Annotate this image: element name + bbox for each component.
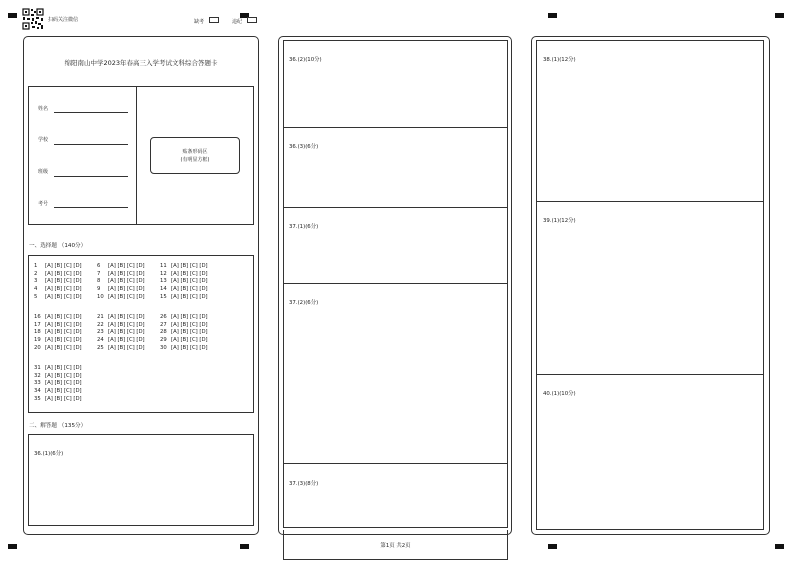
mcq-number: 23 xyxy=(97,329,104,336)
mcq-number: 3 xyxy=(34,278,38,285)
mcq-question-15[interactable] xyxy=(160,293,208,301)
divider xyxy=(536,374,764,375)
mcq-choices[interactable]: [A] [B] [C] [D] xyxy=(171,270,208,277)
field-label-school: 学校 xyxy=(38,137,49,143)
right-answer-frame xyxy=(536,40,764,530)
alignment-mark xyxy=(8,544,17,549)
mcq-choices[interactable]: [A] [B] [C] [D] xyxy=(45,270,82,277)
mcq-choices[interactable]: [A] [B] [C] [D] xyxy=(171,344,208,351)
field-label-exam-number: 考号 xyxy=(38,201,49,207)
mcq-number: 12 xyxy=(160,270,167,277)
mcq-choices[interactable]: [A] [B] [C] [D] xyxy=(45,380,82,387)
divider xyxy=(283,463,508,464)
absent-label: 缺考 xyxy=(194,19,205,25)
mcq-choices[interactable]: [A] [B] [C] [D] xyxy=(171,293,208,300)
mcq-number: 35 xyxy=(34,395,41,402)
mcq-choices[interactable]: [A] [B] [C] [D] xyxy=(108,329,145,336)
mcq-choices[interactable]: [A] [B] [C] [D] xyxy=(171,263,208,269)
alignment-mark xyxy=(548,13,557,18)
mcq-number: 34 xyxy=(34,388,41,395)
mcq-choices[interactable]: [A] [B] [C] [D] xyxy=(45,263,82,269)
page-number: 第1页 共2页 xyxy=(380,543,411,549)
mcq-number: 9 xyxy=(97,286,101,293)
mcq-question-5[interactable] xyxy=(34,293,82,301)
section2-title: 二、解答题 （135分） xyxy=(29,423,87,429)
mcq-choices[interactable]: [A] [B] [C] [D] xyxy=(171,329,208,336)
mcq-choices[interactable]: [A] [B] [C] [D] xyxy=(45,286,82,293)
field-label-class: 班级 xyxy=(38,169,49,175)
mcq-number: 26 xyxy=(160,314,167,320)
answer-box-36-1[interactable] xyxy=(28,434,254,526)
mcq-number: 18 xyxy=(34,329,41,336)
mcq-number: 11 xyxy=(160,263,167,269)
mcq-number: 6 xyxy=(97,263,101,269)
answer-label-40-1: 40.(1)(10分) xyxy=(543,391,576,397)
alignment-mark xyxy=(548,544,557,549)
section1-title: 一、选择题 （140分） xyxy=(29,243,87,249)
mcq-number: 17 xyxy=(34,321,41,328)
mcq-choices[interactable]: [A] [B] [C] [D] xyxy=(45,278,82,285)
mcq-number: 19 xyxy=(34,337,41,344)
qr-caption: 扫码关注微信 xyxy=(48,17,79,23)
mcq-number: 28 xyxy=(160,329,167,336)
mcq-number: 20 xyxy=(34,344,41,351)
mcq-question-30[interactable] xyxy=(160,344,208,352)
violation-label: 违纪 xyxy=(232,19,243,25)
name-input[interactable] xyxy=(54,112,128,113)
answer-label-36-2: 36.(2)(10分) xyxy=(289,57,322,63)
mcq-number: 15 xyxy=(160,293,167,300)
mcq-choices[interactable]: [A] [B] [C] [D] xyxy=(171,337,208,344)
school-input[interactable] xyxy=(54,144,128,145)
barcode-line2: (有明显方框) xyxy=(180,157,210,163)
barcode-line1: 贴条形码区 xyxy=(182,149,208,155)
qr-code-icon xyxy=(22,8,44,30)
mcq-number: 2 xyxy=(34,270,38,277)
divider xyxy=(283,207,508,208)
mcq-number: 32 xyxy=(34,372,41,379)
mcq-number: 22 xyxy=(97,321,104,328)
mcq-choices[interactable]: [A] [B] [C] [D] xyxy=(108,314,145,320)
answer-label-37-1: 37.(1)(6分) xyxy=(289,224,319,230)
mcq-number: 25 xyxy=(97,344,104,351)
divider xyxy=(136,86,137,225)
alignment-mark xyxy=(775,13,784,18)
divider xyxy=(283,283,508,284)
mcq-number: 21 xyxy=(97,314,104,320)
mcq-number: 7 xyxy=(97,270,101,277)
mcq-question-20[interactable] xyxy=(34,344,82,352)
answer-label-39-1: 39.(1)(12分) xyxy=(543,218,576,224)
mcq-choices[interactable]: [A] [B] [C] [D] xyxy=(108,286,145,293)
barcode-area xyxy=(150,137,240,174)
exam-number-input[interactable] xyxy=(54,207,128,208)
answer-label-37-2: 37.(2)(6分) xyxy=(289,300,319,306)
mcq-number: 33 xyxy=(34,380,41,387)
mcq-choices[interactable]: [A] [B] [C] [D] xyxy=(171,286,208,293)
mcq-choices[interactable]: [A] [B] [C] [D] xyxy=(45,321,82,328)
mcq-number: 8 xyxy=(97,278,101,285)
mcq-choices[interactable]: [A] [B] [C] [D] xyxy=(45,337,82,344)
mcq-choices[interactable]: [A] [B] [C] [D] xyxy=(108,263,145,269)
mcq-number: 30 xyxy=(160,344,167,351)
mcq-choices[interactable]: [A] [B] [C] [D] xyxy=(45,372,82,379)
mcq-question-25[interactable] xyxy=(97,344,145,352)
divider xyxy=(283,127,508,128)
mcq-choices[interactable]: [A] [B] [C] [D] xyxy=(45,329,82,336)
mcq-choices[interactable]: [A] [B] [C] [D] xyxy=(45,395,82,402)
mcq-number: 10 xyxy=(97,293,104,300)
mcq-question-35[interactable] xyxy=(34,395,82,403)
mcq-choices[interactable]: [A] [B] [C] [D] xyxy=(45,293,82,300)
mcq-choices[interactable]: [A] [B] [C] [D] xyxy=(171,321,208,328)
answer-label-38-1: 38.(1)(12分) xyxy=(543,57,576,63)
mcq-number: 14 xyxy=(160,286,167,293)
mcq-choices[interactable]: [A] [B] [C] [D] xyxy=(108,278,145,285)
mcq-choices[interactable]: [A] [B] [C] [D] xyxy=(171,314,208,320)
mcq-number: 31 xyxy=(34,365,41,371)
mcq-number: 27 xyxy=(160,321,167,328)
mcq-choices[interactable]: [A] [B] [C] [D] xyxy=(108,344,145,351)
answer-label-36-1: 36.(1)(6分) xyxy=(34,451,64,457)
mcq-choices[interactable]: [A] [B] [C] [D] xyxy=(108,337,145,344)
mcq-number: 24 xyxy=(97,337,104,344)
alignment-mark xyxy=(775,544,784,549)
violation-checkbox[interactable] xyxy=(247,17,257,23)
mcq-choices[interactable]: [A] [B] [C] [D] xyxy=(45,344,82,351)
answer-label-36-3: 36.(3)(6分) xyxy=(289,144,319,150)
mcq-question-10[interactable] xyxy=(97,293,145,301)
absent-checkbox[interactable] xyxy=(209,17,219,23)
middle-answer-frame xyxy=(283,40,508,528)
alignment-mark xyxy=(240,544,249,549)
mcq-number: 1 xyxy=(34,263,38,269)
mcq-choices[interactable]: [A] [B] [C] [D] xyxy=(45,314,82,320)
mcq-number: 5 xyxy=(34,293,38,300)
mcq-choices[interactable]: [A] [B] [C] [D] xyxy=(171,278,208,285)
mcq-number: 4 xyxy=(34,286,38,293)
mcq-number: 13 xyxy=(160,278,167,285)
mcq-number: 16 xyxy=(34,314,41,320)
page-title: 绵阳南山中学2023年春高三入学考试文科综合答题卡 xyxy=(64,59,218,67)
mcq-choices[interactable]: [A] [B] [C] [D] xyxy=(45,388,82,395)
mcq-choices[interactable]: [A] [B] [C] [D] xyxy=(108,321,145,328)
mcq-choices[interactable]: [A] [B] [C] [D] xyxy=(108,270,145,277)
mcq-choices[interactable]: [A] [B] [C] [D] xyxy=(108,293,145,300)
mcq-choices[interactable]: [A] [B] [C] [D] xyxy=(45,365,82,371)
answer-label-37-3: 37.(3)(8分) xyxy=(289,481,319,487)
mcq-number: 29 xyxy=(160,337,167,344)
field-label-name: 姓名 xyxy=(38,106,49,112)
class-input[interactable] xyxy=(54,176,128,177)
divider xyxy=(536,201,764,202)
alignment-mark xyxy=(8,13,17,18)
